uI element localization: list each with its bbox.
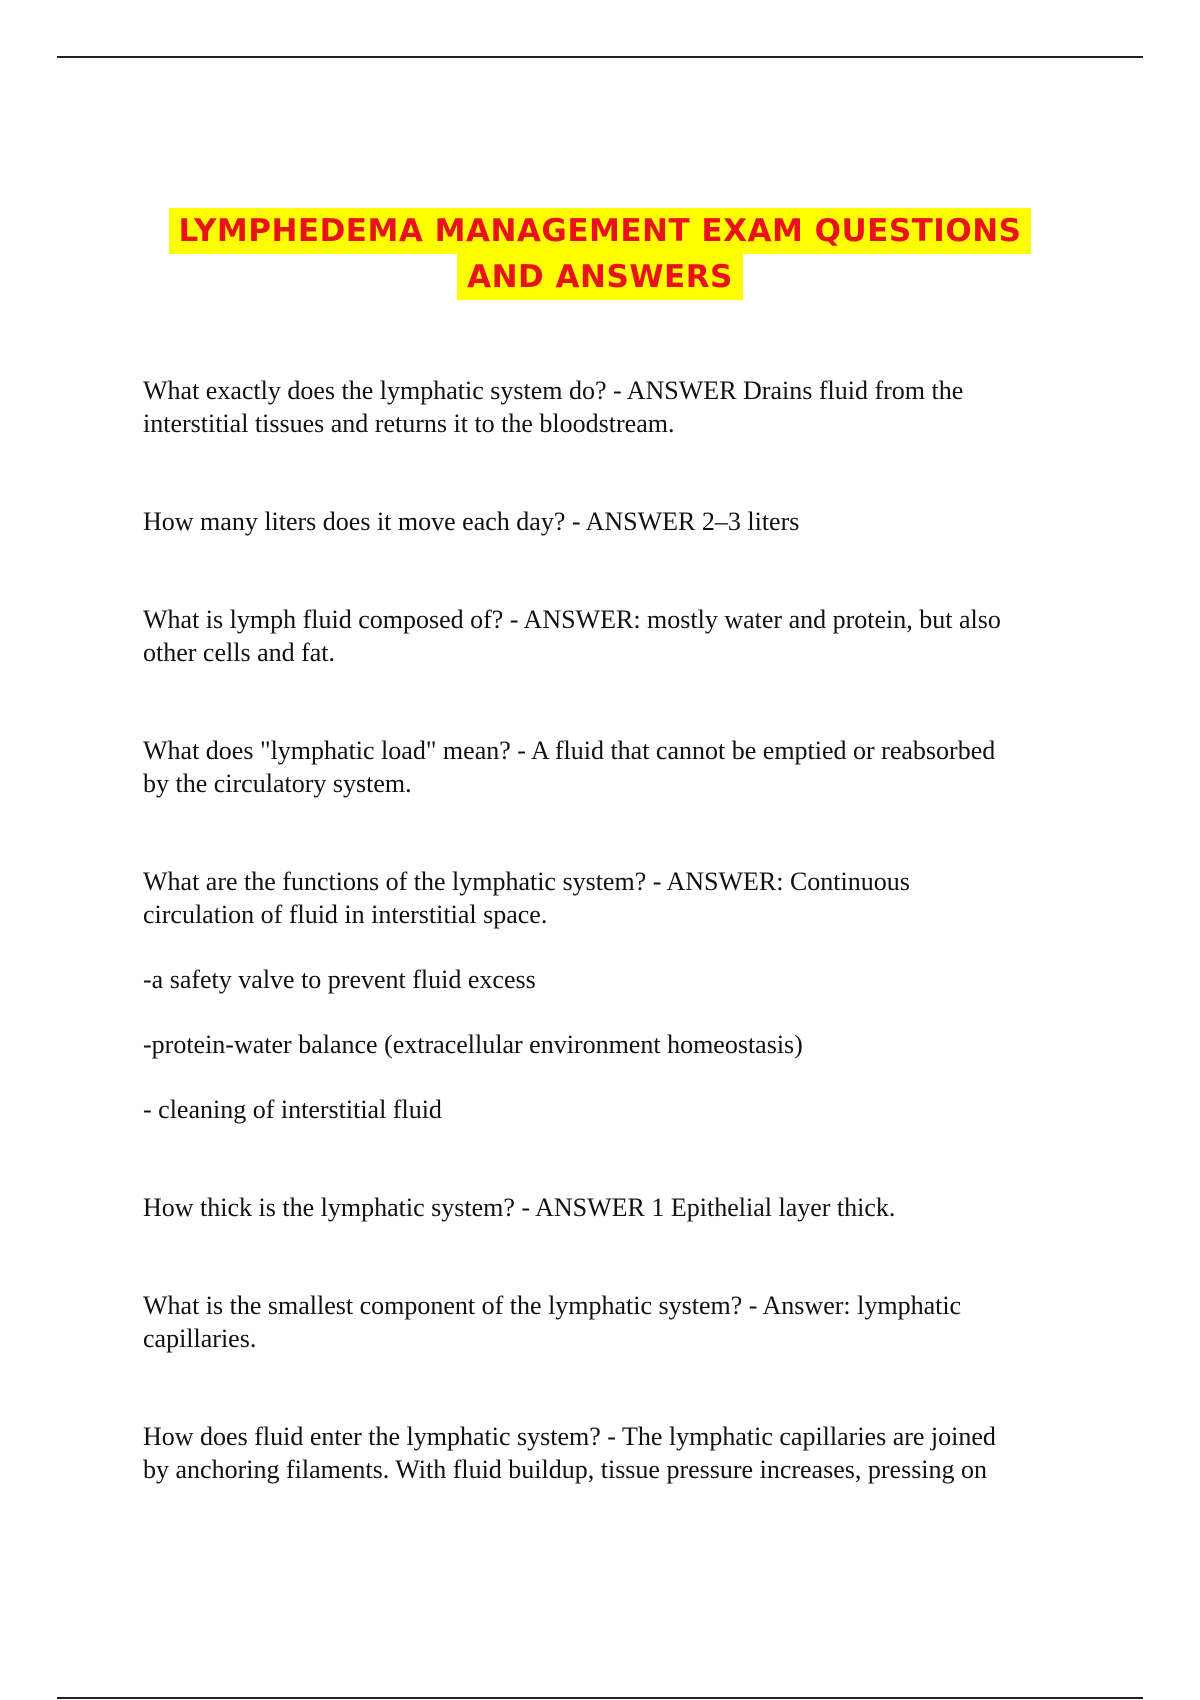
qa-item: How does fluid enter the lymphatic system? - The lymphatic capillaries are joined by anchoring filaments. With fluid buildup, tissue pressure increases, pressing on [143,1422,996,1484]
list-item: -a safety valve to prevent fluid excess [143,965,536,994]
qa-item: What exactly does the lymphatic system do? - ANSWER Drains fluid from the interstitial tissues and returns it to the bloodstream. [143,376,964,438]
list-item: -protein-water balance (extracellular environment homeostasis) [143,1030,803,1059]
list-item: - cleaning of interstitial fluid [143,1095,442,1124]
qa-item: What does "lymphatic load" mean? - A fluid that cannot be emptied or reabsorbed by the circulatory system. [143,736,996,798]
title-line-1: LYMPHEDEMA MANAGEMENT EXAM QUESTIONS [169,208,1032,254]
qa-item: What are the functions of the lymphatic system? - ANSWER: Continuous circulation of fluid in interstitial space. [143,867,910,929]
title-line-2: AND ANSWERS [457,254,743,300]
qa-item: What is lymph fluid composed of? - ANSWER: mostly water and protein, but also other cells and fat. [143,605,1001,667]
qa-item: How thick is the lymphatic system? - ANSWER 1 Epithelial layer thick. [143,1193,896,1222]
qa-item: How many liters does it move each day? - ANSWER 2–3 liters [143,507,800,536]
qa-content [143,374,1083,1486]
qa-item: What is the smallest component of the lymphatic system? - Answer: lymphatic capillaries. [143,1291,962,1353]
document-title [0,208,1200,300]
bottom-rule [57,1697,1143,1699]
top-rule [57,56,1143,58]
